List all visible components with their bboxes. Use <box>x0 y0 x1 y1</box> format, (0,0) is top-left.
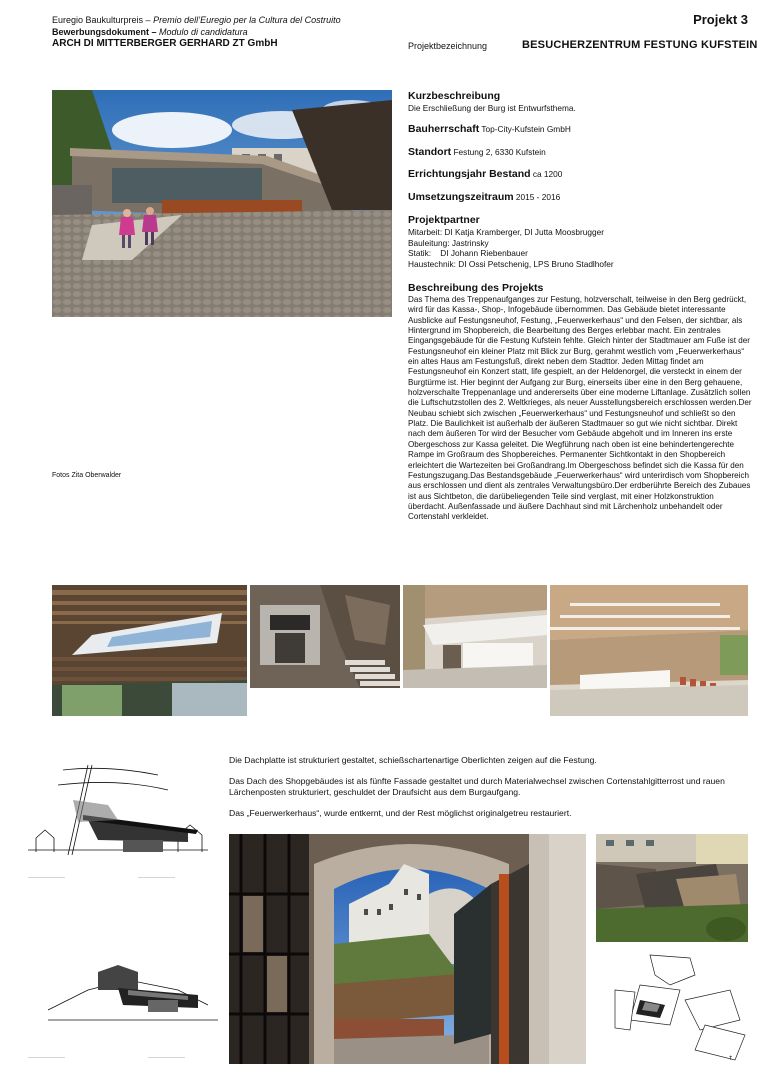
short-description-label: Kurzbeschreibung <box>408 90 501 102</box>
bottom-text-3 <box>229 808 749 819</box>
section-drawing-1 <box>28 760 218 890</box>
realisation-value: 2015 - 2016 <box>515 192 561 202</box>
prize-name: Euregio Baukulturpreis – <box>52 15 154 25</box>
document-type-italian: Modulo di candidatura <box>159 27 248 37</box>
architect-name: ARCH DI MITTERBERGER GERHARD ZT GmbH <box>52 38 278 49</box>
realisation-row <box>408 192 750 203</box>
prize-name-italian: Premio dell’Euregio per la Cultura del Costruito <box>153 15 341 25</box>
project-title: BESUCHERZENTRUM FESTUNG KUFSTEIN <box>522 39 758 51</box>
project-partners <box>408 214 750 269</box>
bottom-paragraph-3: Das „Feuerwerkerhaus“, wurde entkernt, und der Rest möglichst originalgetreu restauriert. <box>229 808 572 818</box>
project-number: Projekt 3 <box>693 12 748 27</box>
header-line-2 <box>52 26 248 38</box>
construction-year-value: ca 1200 <box>532 169 563 179</box>
client-value: Top-City-Kufstein GmbH <box>481 124 571 134</box>
svg-text:↑: ↑ <box>728 1055 734 1062</box>
bottom-paragraph-1: Die Dachplatte ist strukturiert gestaltet, schießschartenartige Oberlichten zeigen auf die Festung. <box>229 755 597 765</box>
partner-site-management: Bauleitung: Jastrinsky <box>408 237 489 248</box>
project-label: Projektbezeichnung <box>408 41 488 51</box>
location-label: Standort <box>408 146 452 158</box>
svg-text:–––––––––––––––––––: ––––––––––––––––––– <box>138 875 175 879</box>
partners-label: Projektpartner <box>408 214 480 226</box>
client-label: Bauherrschaft <box>408 123 480 135</box>
document-type: Bewerbungsdokument – <box>52 27 160 37</box>
short-description-text: Die Erschließung der Burg ist Entwurfsthema. <box>408 103 576 113</box>
client-row <box>408 124 750 135</box>
partner-staff: Mitarbeit: DI Katja Kramberger, DI Jutta Moosbrugger <box>408 227 604 237</box>
svg-text:–––––––––––––––––––: ––––––––––––––––––– <box>28 875 65 879</box>
photo-roof-skylight <box>52 585 247 716</box>
site-plan <box>610 950 750 1065</box>
photo-stair-rock <box>250 585 400 688</box>
bottom-text-1 <box>229 755 749 766</box>
header-line-1 <box>52 14 341 26</box>
short-description <box>408 90 750 114</box>
location-row <box>408 147 750 158</box>
section-drawing-2 <box>28 950 228 1065</box>
bottom-text-2 <box>229 776 749 798</box>
realisation-label: Umsetzungszeitraum <box>408 191 514 203</box>
photo-gate-view <box>229 834 586 1064</box>
location-value: Festung 2, 6330 Kufstein <box>453 147 546 157</box>
photo-credit: Fotos Zita Oberwalder <box>52 472 122 479</box>
construction-year-label: Errichtungsjahr Bestand <box>408 168 531 180</box>
description-label: Beschreibung des Projekts <box>408 282 544 294</box>
partner-building-services: Haustechnik: DI Ossi Petschenig, LPS Bruno Stadlhofer <box>408 258 614 269</box>
photo-shop-interior <box>550 585 748 716</box>
partner-structural: Statik: DI Johann Riebenbauer <box>408 248 528 258</box>
description-text: Das Thema des Treppenaufganges zur Festung, holzverschalt, teilweise in den Berg gedrückt, wird für das Kassa-, Shop-, Infogebäude übernommen. Das Gebäude bietet interessante Ausblicke auf Festungsneuhof, Festung, „Feuerwerkerhaus“ und den Felsen, der sichtbar, als Hintergrund im Shopbereich, die Bearbeitung des Berges erlebbar macht. Ein zentrales Eingangsgebäude für die Festung Kufstein fehlte. Gleich hinter der Stadtmauer am Fuße ist der Festungsneuhof ein kleiner Platz mit Blick zur Burg, gerahmt westlich vom „Feuerwerkerhaus“ ein altes Haus am Festungsfuß, direkt neben dem Stadttor. Jeden Mittag findet am Festungsneuhof ein Konzert statt, life gespielt, an der Heldenorgel, die versteckt in einem der Burgtürme ist. Hier beginnt der Aufgang zur Burg, einerseits über eine in den Berg gehauene, holzverschalte Treppenanlage und andererseits über eine moderne Liftanlage. Zusätzlich sollen die Luftschutzstollen des 2. Weltkrieges, als neuer Ausstellungsbereich erschlossen werden.Der Neubau schiebt sich zwischen „Feuerwerkerhaus“ und Festungsneuhof und schließt so den Platz. Die Baulichkeit ist außerhalb der äußeren Stadtmauer so gut wie nicht sichtbar. Direkt nach dem äußeren Tor wird der Besucher vom Gebäude abgeholt und im Inneren ins erste Obergeschoss zur Kassa geleitet. Die Wegführung nach oben ist eine behindertengerechte Rampe im Großraum des Shopbereiches. Permanenter Sichtkontakt in den Shopbereich erleichtert die Wartezeiten bei Großandrang.Im Obergeschoss befindet sich die Kassa für den Festungszugang.Das Bestandsgebäude „Feuerwerkerhaus“ wird unterirdisch vom Shopbereich aus erschlossen und dient als zentrales Verwaltungsbüro.Der erdberührte Bereich des Zubaues ist aus Sichtbeton, die darübeliegenden Teile sind verglast, mit einer Holzkonstruktion überdacht. Außenfassade und äußere Dachhaut sind mit Lärchenholz unbehandelt oder Cortenstahl verkleidet. <box>408 295 752 522</box>
svg-text:–––––––––––––––––––: ––––––––––––––––––– <box>28 1055 65 1059</box>
project-description <box>408 282 752 523</box>
hero-photo-courtyard <box>52 90 392 317</box>
photo-shop-ramp <box>403 585 547 688</box>
bottom-paragraph-2: Das Dach des Shopgebäudes ist als fünfte Fassade gestaltet und durch Materialwechsel zwischen Cortenstahlgitterrost und rauen Lärchenposten strukturiert, geschuldet der Draufsicht aus dem Burgaufgang. <box>229 776 725 797</box>
construction-year-row <box>408 169 750 180</box>
svg-text:–––––––––––––––––––: ––––––––––––––––––– <box>148 1055 185 1059</box>
photo-aerial <box>596 834 748 942</box>
